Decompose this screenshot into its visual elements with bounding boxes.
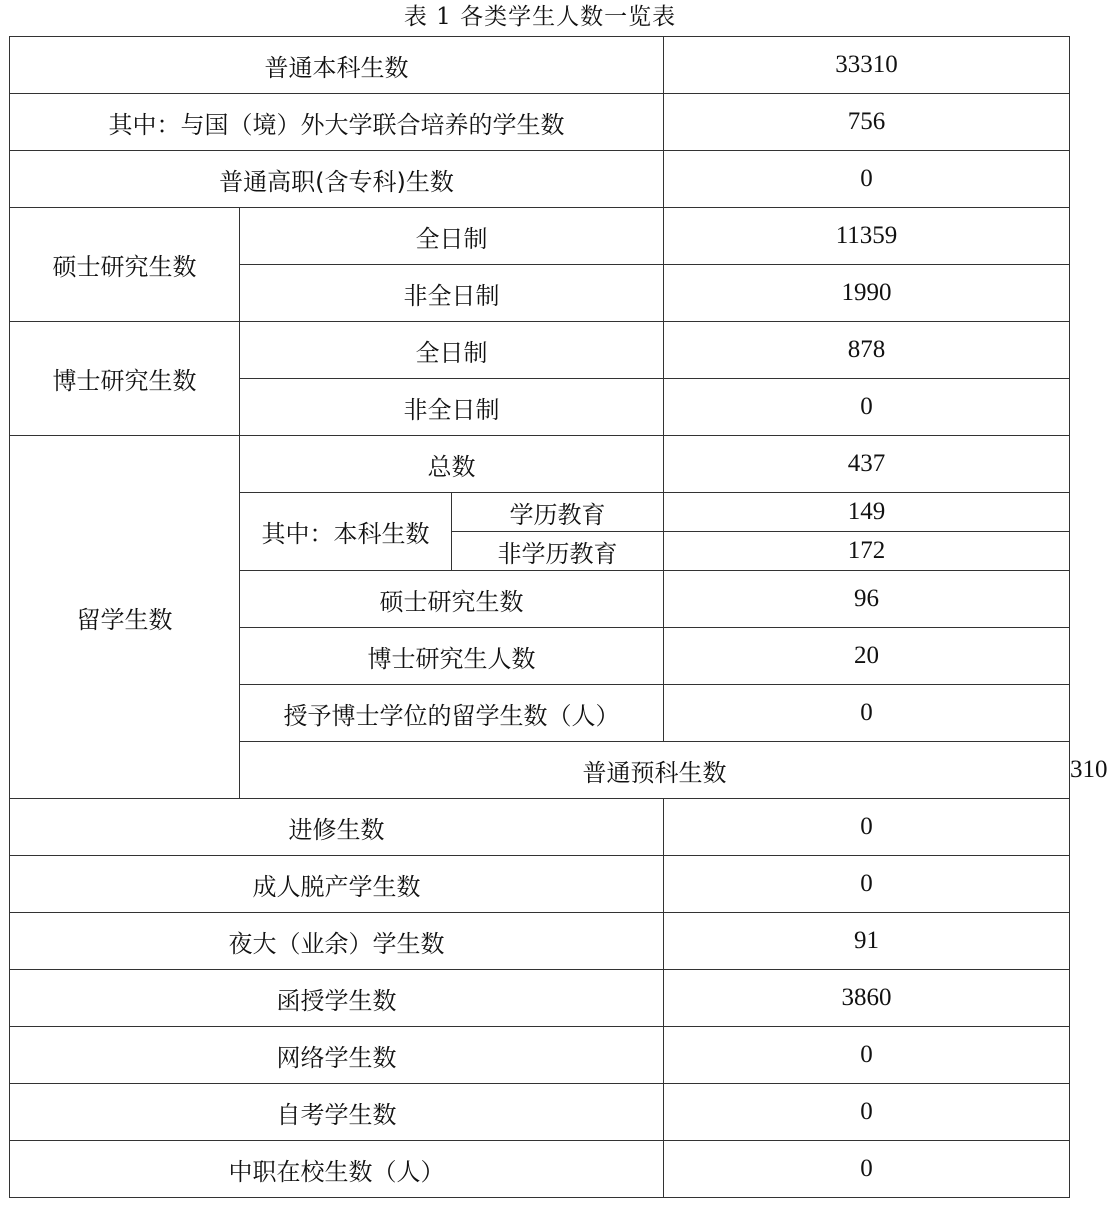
table-row — [10, 799, 1070, 856]
table-row — [10, 37, 1070, 94]
row-value: 0 — [664, 799, 1070, 856]
group-label: 博士研究生数 — [10, 322, 240, 436]
row-value: 0 — [664, 685, 1070, 742]
row-value: 0 — [664, 1141, 1070, 1198]
row-label: 授予博士学位的留学生数（人） — [240, 685, 664, 742]
row-value: 0 — [664, 1084, 1070, 1141]
row-label: 普通本科生数 — [10, 37, 664, 94]
row-label: 中职在校生数（人） — [10, 1141, 664, 1198]
row-value: 437 — [664, 436, 1070, 493]
table-row — [10, 151, 1070, 208]
row-label: 全日制 — [240, 322, 664, 379]
table-row — [10, 913, 1070, 970]
row-value: 3860 — [664, 970, 1070, 1027]
row-label: 全日制 — [240, 208, 664, 265]
row-value: 149 — [664, 493, 1070, 532]
table-caption: 表 1 各类学生人数一览表 — [403, 4, 677, 30]
table-row — [10, 208, 1070, 265]
row-label: 非全日制 — [240, 379, 664, 436]
row-value: 0 — [664, 856, 1070, 913]
row-label: 学历教育 — [452, 493, 664, 532]
row-value: 20 — [664, 628, 1070, 685]
subgroup-label: 其中：本科生数 — [240, 493, 452, 571]
row-value: 0 — [664, 151, 1070, 208]
table-row — [10, 1084, 1070, 1141]
table-row: 普通预科生数 310 — [10, 742, 1070, 799]
row-label: 函授学生数 — [10, 970, 664, 1027]
row-label: 夜大（业余）学生数 — [10, 913, 664, 970]
table-row — [10, 1141, 1070, 1198]
row-label: 非学历教育 — [452, 532, 664, 571]
row-value: 0 — [664, 379, 1070, 436]
row-label: 硕士研究生数 — [240, 571, 664, 628]
table-row — [10, 322, 1070, 379]
row-label: 自考学生数 — [10, 1084, 664, 1141]
table-row — [10, 970, 1070, 1027]
table-row — [10, 436, 1070, 493]
row-label: 普通高职(含专科)生数 — [10, 151, 664, 208]
row-value: 878 — [664, 322, 1070, 379]
row-value: 33310 — [664, 37, 1070, 94]
row-value: 756 — [664, 94, 1070, 151]
row-label: 总数 — [240, 436, 664, 493]
row-value: 172 — [664, 532, 1070, 571]
group-label: 硕士研究生数 — [10, 208, 240, 322]
row-label: 成人脱产学生数 — [10, 856, 664, 913]
row-label: 普通预科生数 — [240, 742, 1070, 799]
row-label: 博士研究生人数 — [240, 628, 664, 685]
row-label: 非全日制 — [240, 265, 664, 322]
row-value: 0 — [664, 1027, 1070, 1084]
student-count-table — [9, 36, 1108, 1198]
row-value: 91 — [664, 913, 1070, 970]
group-label: 留学生数 — [10, 436, 240, 799]
row-label: 网络学生数 — [10, 1027, 664, 1084]
row-value: 11359 — [664, 208, 1070, 265]
row-label: 其中：与国（境）外大学联合培养的学生数 — [10, 94, 664, 151]
row-value: 96 — [664, 571, 1070, 628]
table-row — [10, 1027, 1070, 1084]
table-row — [10, 856, 1070, 913]
row-value: 1990 — [664, 265, 1070, 322]
table-row — [10, 94, 1070, 151]
row-label: 进修生数 — [10, 799, 664, 856]
